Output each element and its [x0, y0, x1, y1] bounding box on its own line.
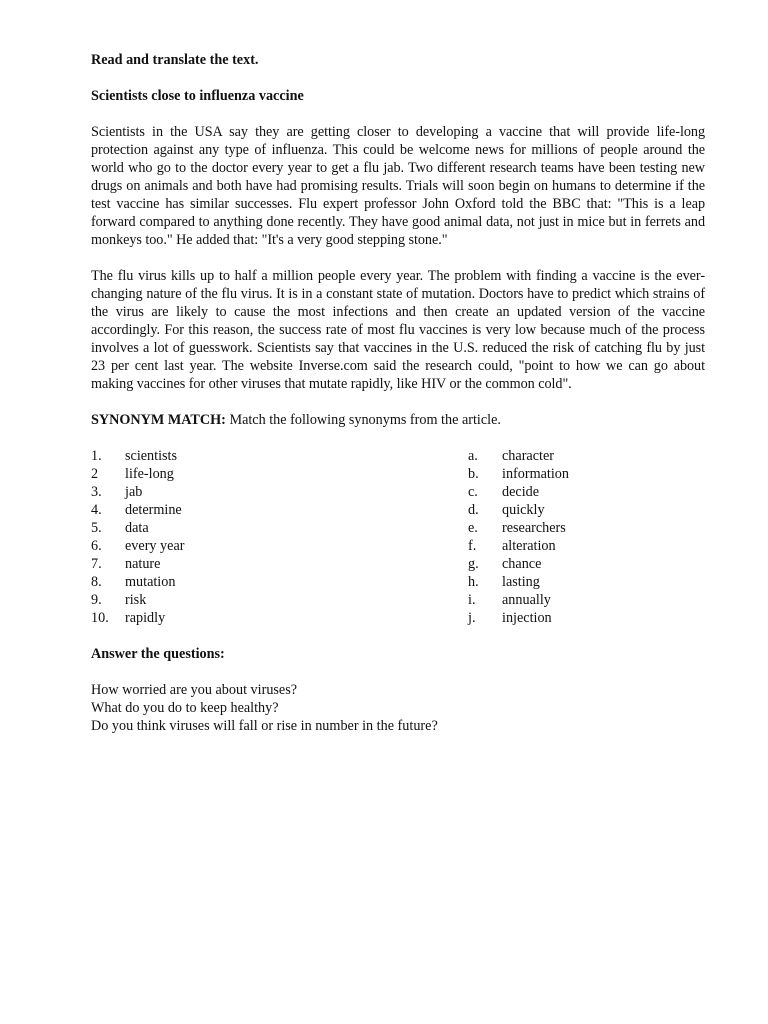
item-letter: d. — [468, 502, 479, 518]
item-number: 8. — [91, 574, 102, 590]
item-word: injection — [502, 610, 552, 626]
item-number: 2 — [91, 466, 99, 482]
synonym-match-label: SYNONYM MATCH: — [91, 412, 226, 428]
item-letter: b. — [468, 466, 479, 482]
item-word: lasting — [502, 574, 540, 590]
item-word: risk — [125, 592, 147, 608]
question-1: How worried are you about viruses? — [91, 682, 298, 698]
article-paragraph-2: The flu virus kills up to half a million people every year. The problem with finding a vaccine is the ever-changing nature of the flu virus. It is in a constant state of mutation. Doctors have to predict which strains of the virus are likely to cause the most infections and then create an updated version of the vaccine accordingly. For this reason, the success rate of most flu vaccines is very low because much of the process involves a lot of guesswork. Scientists say that vaccines in the U.S. reduced the risk of catching flu by just 23 per cent last year. The website Inverse.com said the research could, "point to how we can go about making vaccines for other viruses that mutate rapidly, like HIV or the common cold". — [91, 268, 705, 392]
item-number: 7. — [91, 556, 102, 572]
item-word: rapidly — [125, 610, 166, 626]
item-word: character — [502, 448, 554, 464]
item-word: determine — [125, 502, 182, 518]
item-word: quickly — [502, 502, 545, 518]
item-word: information — [502, 466, 569, 482]
item-letter: h. — [468, 574, 479, 590]
item-number: 3. — [91, 484, 102, 500]
item-letter: c. — [468, 484, 478, 500]
question-2: What do you do to keep healthy? — [91, 700, 279, 716]
article-title: Scientists close to influenza vaccine — [91, 88, 304, 104]
item-letter: a. — [468, 448, 478, 464]
item-number: 10. — [91, 610, 109, 626]
document-page — [91, 51, 705, 735]
synonym-match-heading — [91, 411, 705, 429]
item-letter: f. — [468, 538, 477, 554]
item-word: life-long — [125, 466, 174, 482]
item-letter: j. — [468, 610, 476, 626]
item-word: scientists — [125, 448, 178, 464]
answer-questions-heading: Answer the questions: — [91, 646, 225, 662]
synonym-match-instruction: Match the following synonyms from the article. — [229, 412, 501, 428]
item-letter: g. — [468, 556, 479, 572]
question-3: Do you think viruses will fall or rise in number in the future? — [91, 718, 438, 734]
item-number: 9. — [91, 592, 102, 608]
item-word: alteration — [502, 538, 556, 554]
item-word: mutation — [125, 574, 176, 590]
item-word: chance — [502, 556, 542, 572]
item-word: annually — [502, 592, 551, 608]
item-word: data — [125, 520, 149, 536]
item-number: 1. — [91, 448, 102, 464]
article-paragraph-1: Scientists in the USA say they are getting closer to developing a vaccine that will provide life-long protection against any type of influenza. This could be welcome news for millions of people around the world who go to the doctor every year to get a flu jab. Two different research teams have been testing new drugs on animals and both have had promising results. Trials will soon begin on humans to determine if the test vaccine has similar successes. Flu expert professor John Oxford told the BBC that: "This is a leap forward compared to anything done recently. They have good animal data, not just in mice but in ferrets and monkeys too." He added that: "It's a very good stepping stone." — [91, 124, 705, 248]
item-word: researchers — [502, 520, 566, 536]
item-number: 6. — [91, 538, 102, 554]
item-word: jab — [125, 484, 143, 500]
item-number: 4. — [91, 502, 102, 518]
instruction-heading: Read and translate the text. — [91, 52, 259, 68]
item-number: 5. — [91, 520, 102, 536]
synonym-lists — [91, 447, 705, 627]
item-word: nature — [125, 556, 161, 572]
item-letter: e. — [468, 520, 478, 536]
item-word: decide — [502, 484, 540, 500]
item-word: every year — [125, 538, 185, 554]
item-letter: i. — [468, 592, 476, 608]
